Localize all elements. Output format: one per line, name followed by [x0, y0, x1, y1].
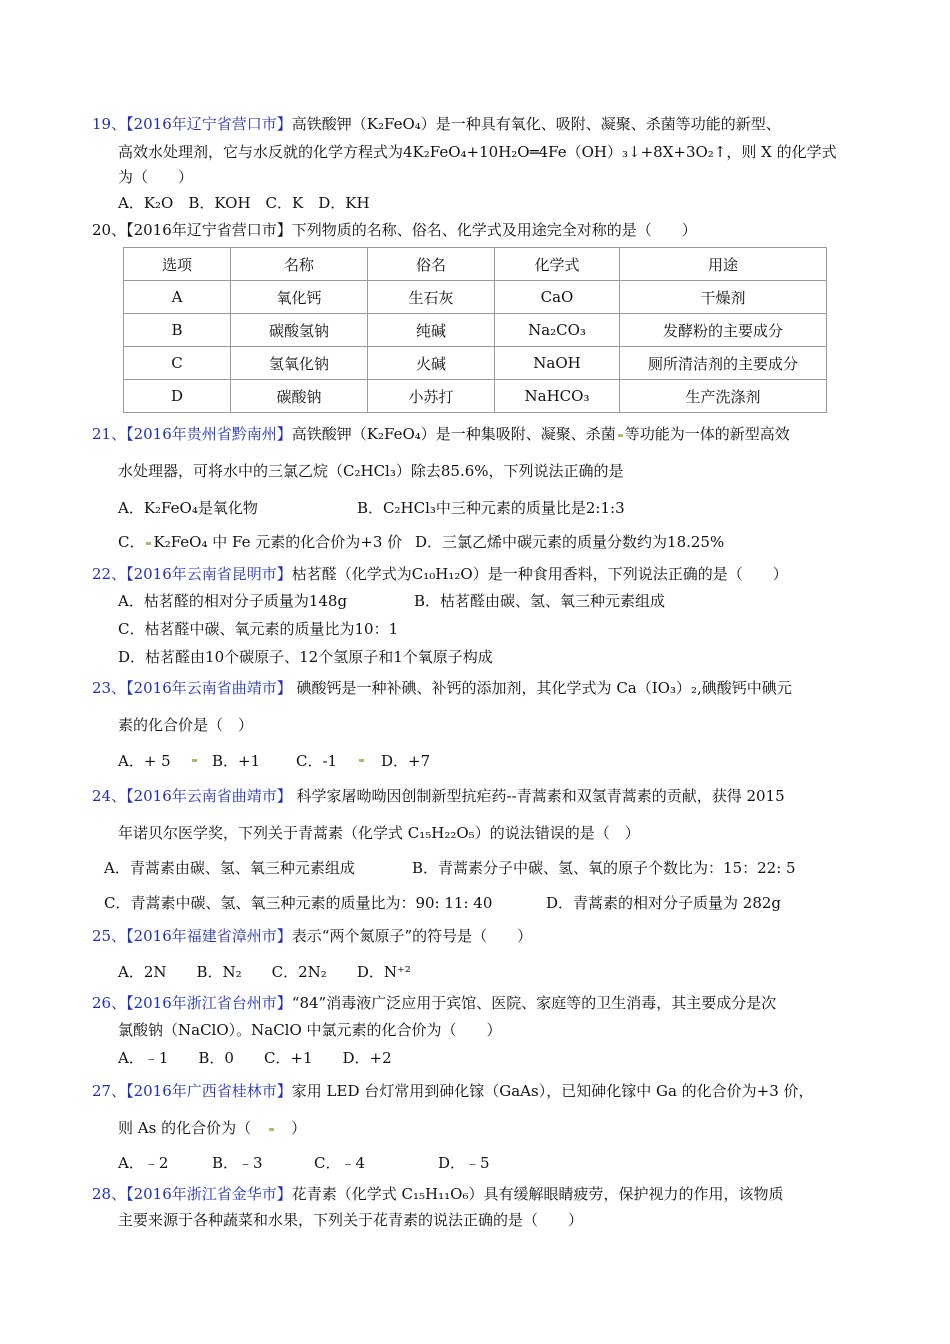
- option-b: B．+1: [212, 752, 261, 770]
- question-number: 26、: [92, 994, 127, 1012]
- option-c: C．枯茗醛中碳、氧元素的质量比为10：1: [118, 620, 399, 638]
- option-d: D．青蒿素的相对分子质量为 282g: [546, 894, 782, 912]
- question-source: 【2016年云南省曲靖市】: [126, 679, 292, 697]
- question-number: 19、: [92, 115, 127, 133]
- table-cell: Na₂CO₃: [495, 314, 620, 347]
- question-source: 【2016年贵州省黔南州】: [126, 425, 292, 443]
- question-number: 25、: [92, 927, 127, 945]
- question-text: 高铁酸钾（K₂FeO₄）是一种集吸附、凝聚、杀菌: [291, 425, 616, 443]
- question-source: 【2016年浙江省台州市】: [126, 994, 292, 1012]
- table-cell: C: [124, 347, 231, 380]
- table-cell: CaO: [495, 281, 620, 314]
- option-d: D．三氯乙烯中碳元素的质量分数约为18.25%: [415, 533, 725, 551]
- question-text: 高铁酸钾（K₂FeO₄）是一种具有氧化、吸附、凝聚、杀菌等功能的新型、: [291, 115, 781, 133]
- table-header-cell: 俗名: [368, 248, 495, 281]
- question-text-line: 氯酸钠（NaClO）。NaClO 中氯元素的化合价为（ ）: [118, 1021, 502, 1039]
- table-cell: 厕所清洁剂的主要成分: [620, 347, 827, 380]
- question-text: “84”消毒液广泛应用于宾馆、医院、家庭等的卫生消毒，其主要成分是次: [291, 994, 777, 1012]
- table-row: [124, 314, 827, 347]
- option-b: B．﹣3: [212, 1154, 263, 1172]
- table-row: [124, 347, 827, 380]
- table-cell: 碳酸氢钠: [231, 314, 368, 347]
- question-text: 碘酸钙是一种补碘、补钙的添加剂，其化学式为 Ca（IO₃）₂,碘酸钙中碘元: [291, 679, 792, 697]
- option-a: A．K₂FeO₄是氧化物: [118, 499, 258, 517]
- question-text-line: 水处理器，可将水中的三氯乙烷（C₂HCl₃）除去85.6%，下列说法正确的是: [118, 462, 624, 480]
- table-cell: 生石灰: [368, 281, 495, 314]
- option-c: C．-1: [296, 752, 338, 770]
- question-text-line: 年诺贝尔医学奖，下列关于青蒿素（化学式 C₁₅H₂₂O₅）的说法错误的是（ ）: [118, 824, 640, 842]
- question-text: 花青素（化学式 C₁₅H₁₁O₆）具有缓解眼睛疲劳，保护视力的作用，该物质: [291, 1185, 784, 1203]
- question-source: 【2016年福建省漳州市】: [126, 927, 292, 945]
- edit-mark: [192, 759, 197, 762]
- question-source: 【2016年浙江省金华市】: [126, 1185, 292, 1203]
- table-cell: NaHCO₃: [495, 380, 620, 413]
- option-c-text: K₂FeO₄ 中 Fe 元素的化合价为+3 价: [153, 533, 403, 551]
- question-source: 【2016年云南省昆明市】: [126, 565, 292, 583]
- question-number: 24、: [92, 787, 127, 805]
- table-header-cell: 名称: [231, 248, 368, 281]
- answer-options: A．K₂O B．KOH C．K D．KH: [118, 194, 370, 212]
- option-a: A．枯茗醛的相对分子质量为148g: [118, 592, 348, 610]
- table-header-cell: 化学式: [495, 248, 620, 281]
- table-cell: 氢氧化钠: [231, 347, 368, 380]
- question-number: 21、: [92, 425, 127, 443]
- edit-mark: [269, 1128, 274, 1131]
- table-cell: A: [124, 281, 231, 314]
- option-b: B．C₂HCl₃中三种元素的质量比是2:1:3: [357, 499, 625, 517]
- option-a: A．+ 5: [118, 752, 171, 770]
- question-text-line: 主要来源于各种蔬菜和水果，下列关于花青素的说法正确的是（ ）: [118, 1211, 584, 1229]
- question-text: 等功能为一体的新型高效: [624, 425, 790, 443]
- option-a: A．青蒿素由碳、氢、氧三种元素组成: [104, 859, 355, 877]
- option-b: B．枯茗醛由碳、氢、氧三种元素组成: [414, 592, 666, 610]
- question-number: 23、: [92, 679, 127, 697]
- question-text: ）: [276, 1119, 307, 1137]
- table-cell: 生产洗涤剂: [620, 380, 827, 413]
- table-row: [124, 380, 827, 413]
- question-text: 家用 LED 台灯常用到砷化镓（GaAs），已知砷化镓中 Ga 的化合价为+3 价，: [291, 1082, 814, 1100]
- table-cell: 发酵粉的主要成分: [620, 314, 827, 347]
- table-cell: 火碱: [368, 347, 495, 380]
- question-text-line: 素的化合价是（ ）: [118, 716, 254, 734]
- question-text: 【2016年辽宁省营口市】下列物质的名称、俗名、化学式及用途完全对称的是（ ）: [126, 221, 697, 239]
- option-a: A．﹣2: [118, 1154, 169, 1172]
- edit-mark: [618, 434, 623, 437]
- option-d: D．﹣5: [438, 1154, 490, 1172]
- option-d: D．+7: [381, 752, 431, 770]
- question-text-line: 高效水处理剂，它与水反就的化学方程式为4K₂FeO₄+10H₂O═4Fe（OH）₃↓+8X+3O₂↑，则 X 的化学式: [118, 143, 837, 161]
- question-number: 22、: [92, 565, 127, 583]
- answer-options: A．﹣1 B．0 C．+1 D．+2: [118, 1049, 392, 1067]
- table-cell: 碳酸钠: [231, 380, 368, 413]
- option-d: D．枯茗醛由10个碳原子、12个氢原子和1个氧原子构成: [118, 648, 493, 666]
- question-text: 表示“两个氮原子”的符号是（ ）: [291, 927, 533, 945]
- question-number: 28、: [92, 1185, 127, 1203]
- option-c: C．青蒿素中碳、氢、氧三种元素的质量比为：90: 11: 40: [104, 894, 493, 912]
- question-text: 科学家屠呦呦因创制新型抗疟药--青蒿素和双氢青蒿素的贡献，获得 2015: [291, 787, 785, 805]
- options-table: [123, 247, 827, 413]
- table-cell: B: [124, 314, 231, 347]
- table-cell: 干燥剂: [620, 281, 827, 314]
- question-number: 27、: [92, 1082, 127, 1100]
- question-source: 【2016年辽宁省营口市】: [126, 115, 292, 133]
- table-cell: 纯碱: [368, 314, 495, 347]
- option-b: B．青蒿素分子中碳、氢、氧的原子个数比为：15：22: 5: [412, 859, 796, 877]
- table-cell: NaOH: [495, 347, 620, 380]
- table-cell: 小苏打: [368, 380, 495, 413]
- table-header-cell: 用途: [620, 248, 827, 281]
- table-cell: D: [124, 380, 231, 413]
- question-text: 枯茗醛（化学式为C₁₀H₁₂O）是一种食用香料，下列说法正确的是（ ）: [291, 565, 788, 583]
- question-text-line: 为（ ）: [118, 168, 194, 186]
- table-header-row: [124, 248, 827, 281]
- question-source: 【2016年云南省曲靖市】: [126, 787, 292, 805]
- table-cell: 氧化钙: [231, 281, 368, 314]
- edit-mark: [359, 759, 364, 762]
- option-c: C．﹣4: [314, 1154, 366, 1172]
- question-text: 则 As 的化合价为（: [118, 1119, 252, 1137]
- question-number: 20、: [92, 221, 127, 239]
- edit-mark: [146, 542, 151, 545]
- table-row: [124, 281, 827, 314]
- answer-options: A．2N B．N₂ C．2N₂ D．N⁺²: [118, 963, 411, 981]
- question-source: 【2016年广西省桂林市】: [126, 1082, 292, 1100]
- option-c: C．: [118, 533, 145, 551]
- table-header-cell: 选项: [124, 248, 231, 281]
